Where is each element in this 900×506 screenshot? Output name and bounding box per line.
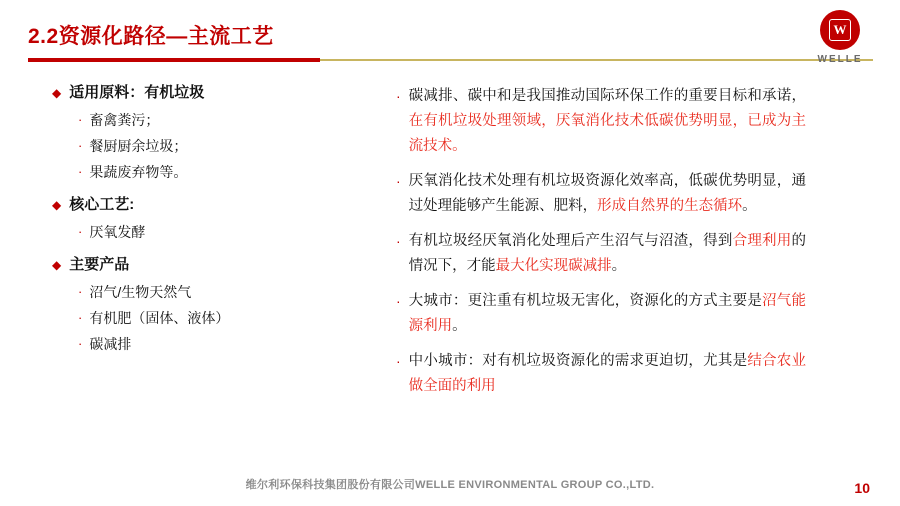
plain-text: 厌氧消化技术处理有机垃圾资源化效率高，低碳优势明显，通过处理能够产生能源、肥料， <box>408 173 806 214</box>
dot-icon: · <box>396 173 401 189</box>
left-group-3 <box>52 254 372 356</box>
dot-icon: · <box>78 224 83 239</box>
left-heading-1-label: 适用原料：有机垃圾 <box>69 84 205 101</box>
plain-text: 碳减排、碳中和是我国推动国际环保工作的重要目标和承诺， <box>408 88 806 104</box>
left-group-2 <box>52 194 372 244</box>
list-item <box>78 108 372 132</box>
list-item <box>78 306 372 330</box>
bullet-text <box>409 289 806 339</box>
bullet-text <box>409 229 806 279</box>
right-column <box>396 84 806 409</box>
left-heading-3-label: 主要产品 <box>69 256 130 273</box>
footer-text: 维尔利环保科技集团股份有限公司WELLE ENVIRONMENTAL GROUP CO.,LTD. <box>245 479 655 491</box>
spacer <box>52 186 372 194</box>
dot-icon: · <box>396 88 401 104</box>
dot-icon: · <box>78 336 83 351</box>
left-heading-1 <box>52 82 372 104</box>
title-underline-red <box>28 58 320 62</box>
plain-text: 的情况下，才能 <box>408 233 807 274</box>
dot-icon: · <box>78 164 83 179</box>
bullet-item <box>396 84 806 159</box>
logo-brand-text: WELLE <box>817 54 863 65</box>
dot-icon: · <box>396 233 401 249</box>
plain-text: 中小城市：对有机垃圾资源化的需求更迫切，尤其是 <box>408 353 748 369</box>
list-item <box>78 220 372 244</box>
bullet-text <box>409 349 806 399</box>
list-item-label: 有机肥（固体、液体） <box>89 310 230 326</box>
plain-text: 。 <box>611 258 627 274</box>
list-item-label: 果蔬废弃物等。 <box>89 164 188 180</box>
spacer <box>52 246 372 254</box>
bullet-item <box>396 349 806 399</box>
highlighted-text: 形成自然界的生态循环 <box>597 198 743 214</box>
page-number: 10 <box>854 480 870 496</box>
list-item <box>78 134 372 158</box>
left-group-1 <box>52 82 372 184</box>
dot-icon: · <box>396 293 401 309</box>
logo-badge-icon <box>820 10 860 50</box>
logo-letter: W <box>833 22 847 37</box>
dot-icon: · <box>78 112 83 127</box>
diamond-icon: ◆ <box>52 198 62 212</box>
list-item-label: 碳减排 <box>89 336 132 352</box>
title-underline-gold <box>320 59 873 61</box>
bullet-text <box>409 169 806 219</box>
bullet-text <box>409 84 806 159</box>
left-heading-3 <box>52 254 372 276</box>
left-heading-2 <box>52 194 372 216</box>
bullet-item <box>396 289 806 339</box>
bullet-item <box>396 169 806 219</box>
list-item-label: 畜禽粪污； <box>89 112 160 128</box>
dot-icon: · <box>78 284 83 299</box>
diamond-icon: ◆ <box>52 86 62 100</box>
highlighted-text: 最大化实现碳减排 <box>495 258 612 274</box>
highlighted-text: 沼气能源利用 <box>408 293 807 334</box>
bullet-item <box>396 229 806 279</box>
plain-text: 有机垃圾经厌氧消化处理后产生沼气与沼渣，得到 <box>408 233 733 249</box>
brand-logo <box>806 10 874 65</box>
dot-icon: · <box>78 138 83 153</box>
dot-icon: · <box>396 353 401 369</box>
diamond-icon: ◆ <box>52 258 62 272</box>
plain-text: 。 <box>742 198 757 214</box>
highlighted-text: 结合农业做全面的利用 <box>408 353 807 394</box>
list-item-label: 沼气/生物天然气 <box>89 284 192 300</box>
left-column <box>52 82 372 358</box>
list-item <box>78 160 372 184</box>
list-item-label: 厌氧发酵 <box>89 224 146 240</box>
highlighted-text: 合理利用 <box>732 233 792 249</box>
left-heading-2-label: 核心工艺: <box>69 196 135 213</box>
dot-icon: · <box>78 310 83 325</box>
plain-text: 大城市：更注重有机垃圾无害化，资源化的方式主要是 <box>408 293 763 309</box>
list-item-label: 餐厨厨余垃圾； <box>89 138 188 154</box>
list-item <box>78 332 372 356</box>
page-title: 2.2资源化路径—主流工艺 <box>28 25 274 48</box>
plain-text: 。 <box>452 318 467 334</box>
list-item <box>78 280 372 304</box>
highlighted-text: 在有机垃圾处理领域，厌氧消化技术低碳优势明显，已成为主流技术。 <box>408 113 806 154</box>
